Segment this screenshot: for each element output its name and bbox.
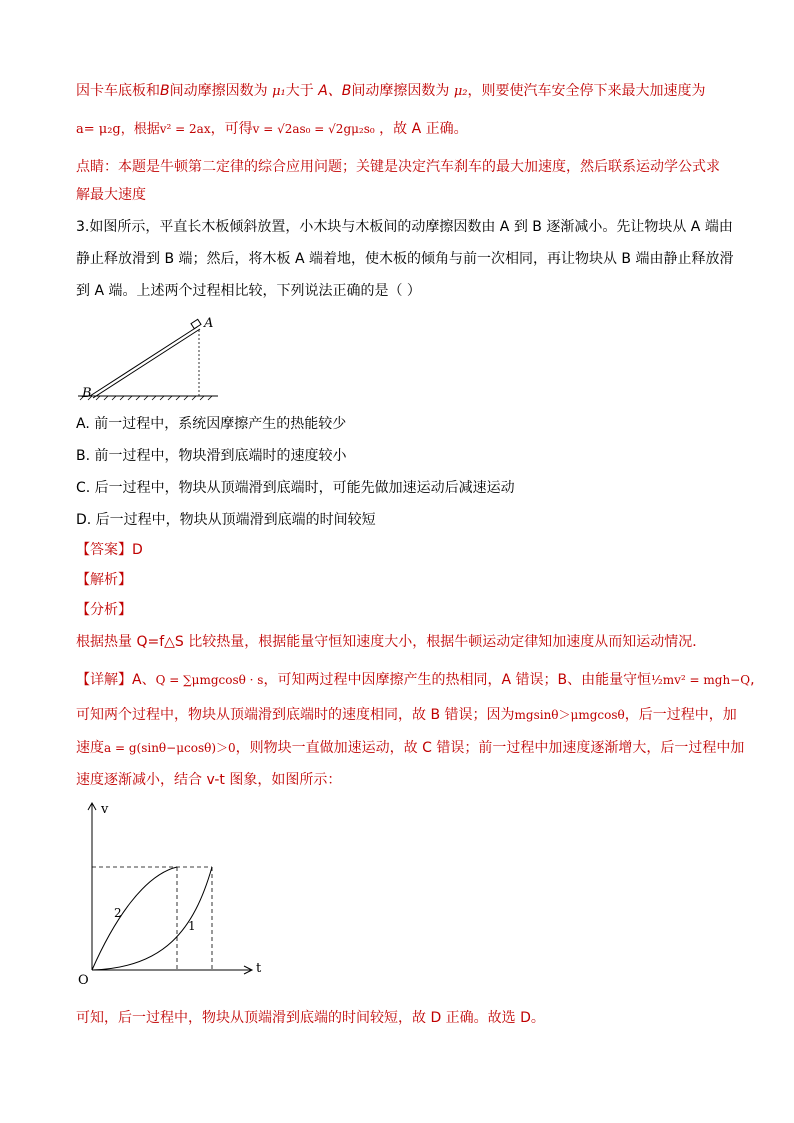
incline-label-b: B (82, 386, 92, 401)
answer-label: 【答案】 (76, 542, 132, 558)
detail-line1: 【详解】A、Q = ∑μmgcosθ · s，可知两过程中因摩擦产生的热相同，A 错误；B、由能量守恒½mv² = mgh−Q, (76, 672, 755, 688)
origin-label: O (78, 973, 89, 988)
question-line1: 3.如图所示，平直长木板倾斜放置，小木块与木板间的动摩擦因数由 A 到 B 逐渐减小。先让物块从 A 端由 (76, 219, 733, 235)
option-c: C. 后一过程中，物块从顶端滑到底端时，可能先做加速运动后减速运动 (76, 480, 515, 496)
inclined-board (90, 327, 200, 398)
question-line3: 到 A 端。上述两个过程相比较，下列说法正确的是（ ） (76, 283, 421, 299)
answer-value: D (132, 542, 143, 558)
curve-2-label: 2 (114, 906, 122, 920)
detail-label: 【详解】 (76, 672, 132, 688)
analysis-label: 【解析】 (76, 572, 132, 588)
answer-line (76, 540, 143, 560)
question-line2: 静止释放滑到 B 端；然后，将木板 A 端着地，使木板的倾角与前一次相同，再让物块从 B 端由静止释放滑 (76, 251, 734, 267)
fenxi-label: 【分析】 (76, 602, 132, 618)
wood-block (191, 319, 201, 328)
tip-line2: 解最大速度 (76, 187, 146, 203)
prev-solution-line2: a= μ₂g，根据v² = 2ax，可得v = √2as₀ = √2gμ₂s₀ ，故 A 正确。 (76, 121, 468, 137)
ground-hatch (80, 396, 212, 400)
option-b: B. 前一过程中，物块滑到底端时的速度较小 (76, 448, 347, 464)
option-a: A. 前一过程中，系统因摩擦产生的热能较少 (76, 416, 347, 432)
curve-2 (92, 867, 177, 970)
option-d: D. 后一过程中，物块从顶端滑到底端的时间较短 (76, 512, 376, 528)
tip-line1: 点睛：本题是牛顿第二定律的综合应用问题；关键是决定汽车刹车的最大加速度，然后联系运动学公式求 (76, 159, 720, 175)
fenxi-text: 根据热量 Q=f△S 比较热量，根据能量守恒知速度大小，根据牛顿运动定律知加速度从而知运动情况． (76, 634, 707, 650)
conclusion: 可知，后一过程中，物块从顶端滑到底端的时间较短，故 D 正确。故选 D。 (76, 1010, 545, 1026)
vt-graph (74, 800, 274, 992)
detail-line4: 速度逐渐减小，结合 v-t 图象，如图所示： (76, 772, 342, 788)
prev-solution-line1: 因卡车底板和B间动摩擦因数为 μ₁大于 A、B间动摩擦因数为 μ₂，则要使汽车安全停下来最大加速度为 (76, 83, 706, 99)
curve-1-label: 1 (188, 919, 196, 933)
incline-label-a: A (204, 316, 214, 331)
detail-line3: 速度a = g(sinθ−μcosθ)＞0，则物块一直做加速运动，故 C 错误；前一过程中加速度逐渐增大，后一过程中加 (76, 740, 745, 756)
v-label: v (101, 802, 109, 817)
detail-line2: 可知两个过程中，物块从顶端滑到底端时的速度相同，故 B 错误；因为mgsinθ＞μmgcosθ，后一过程中，加 (76, 707, 737, 723)
t-label: t (256, 961, 262, 976)
incline-figure (78, 312, 228, 408)
